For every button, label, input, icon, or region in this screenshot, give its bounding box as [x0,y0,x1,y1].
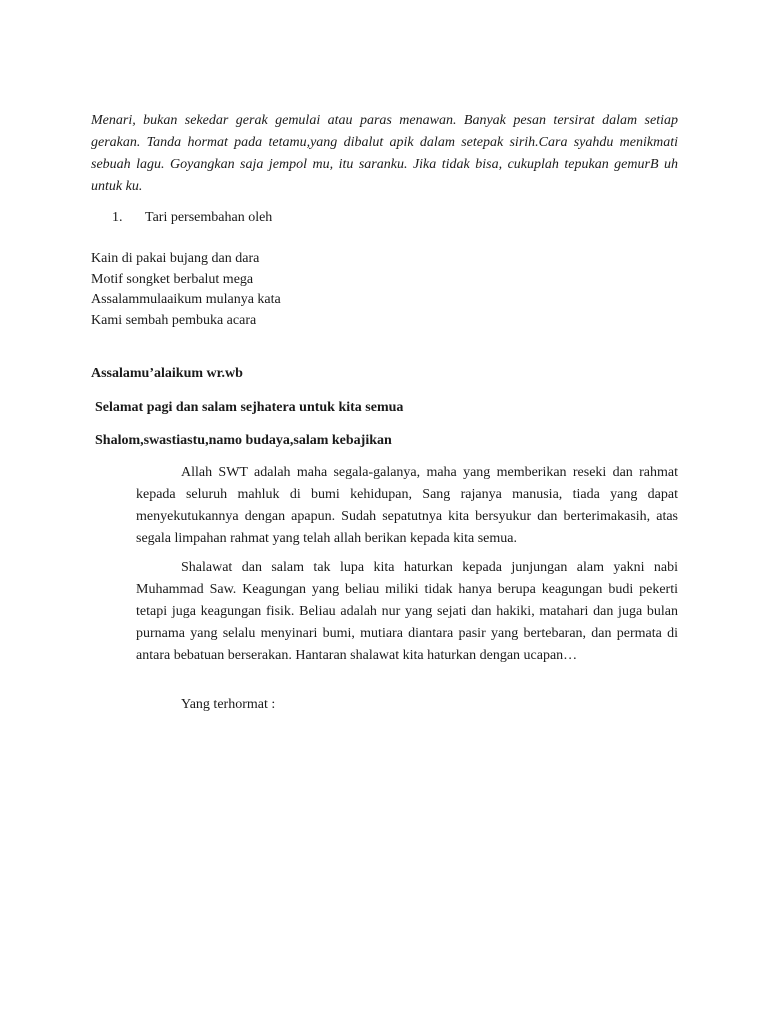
body-paragraph: Yang terhormat : [181,697,276,712]
pantun-line: Kami sembah pembuka acara [91,312,257,328]
list-item [91,207,272,229]
interfaith-greeting-heading: Shalom,swastiastu,namo budaya,salam kebajikan [95,433,392,448]
pantun-line: Motif songket berbalut mega [91,271,254,287]
morning-greeting-heading: Selamat pagi dan salam sejhatera untuk kita semua [95,400,404,415]
list-item-number: 1. [112,210,123,225]
greeting-heading: Assalamu’alaikum wr.wb [91,366,243,381]
pantun-line: Assalammulaaikum mulanya kata [91,292,281,308]
body-paragraph: Shalawat dan salam tak lupa kita haturkan kepada junjungan alam yakni nabi Muhammad Saw. Keagungan yang beliau miliki tidak hanya berupa keagungan budi pekerti tetapi juga keagungan fisik. Beliau adalah nur yang sejati dan hakiki, matahari dan juga bulan purnama yang selalu menyinari bumi, mutiara diantara pasir yang bertebaran, dan permata di antara bebatuan berserakan. Hantaran shalawat kita haturkan dengan ucapan… [136,560,678,663]
list-item-label: Tari persembahan oleh [145,210,273,225]
body-paragraph: Allah SWT adalah maha segala-galanya, maha yang memberikan reseki dan rahmat kepada seluruh mahluk di bumi kehidupan, Sang rajanya manusia, tiada yang dapat menyekutukannya dengan apapun. Sudah sepatutnya kita bersyukur dan berterimakasih, atas segala limpahan rahmat yang telah allah berikan kepada kita semua. [136,465,678,546]
numbered-list [91,207,272,229]
pantun-line: Kain di pakai bujang dan dara [91,251,260,266]
intro-paragraph: Menari, bukan sekedar gerak gemulai atau paras menawan. Banyak pesan tersirat dalam setiap gerakan. Tanda hormat pada tetamu,yang dibalut apik dalam setepak sirih.Cara syahdu menikmati sebuah lagu. Goyangkan saja jempol mu, itu saranku. Jika tidak bisa, cukuplah tepukan gemurB uh untuk ku. [91,113,678,194]
pantun-verse [91,249,281,331]
